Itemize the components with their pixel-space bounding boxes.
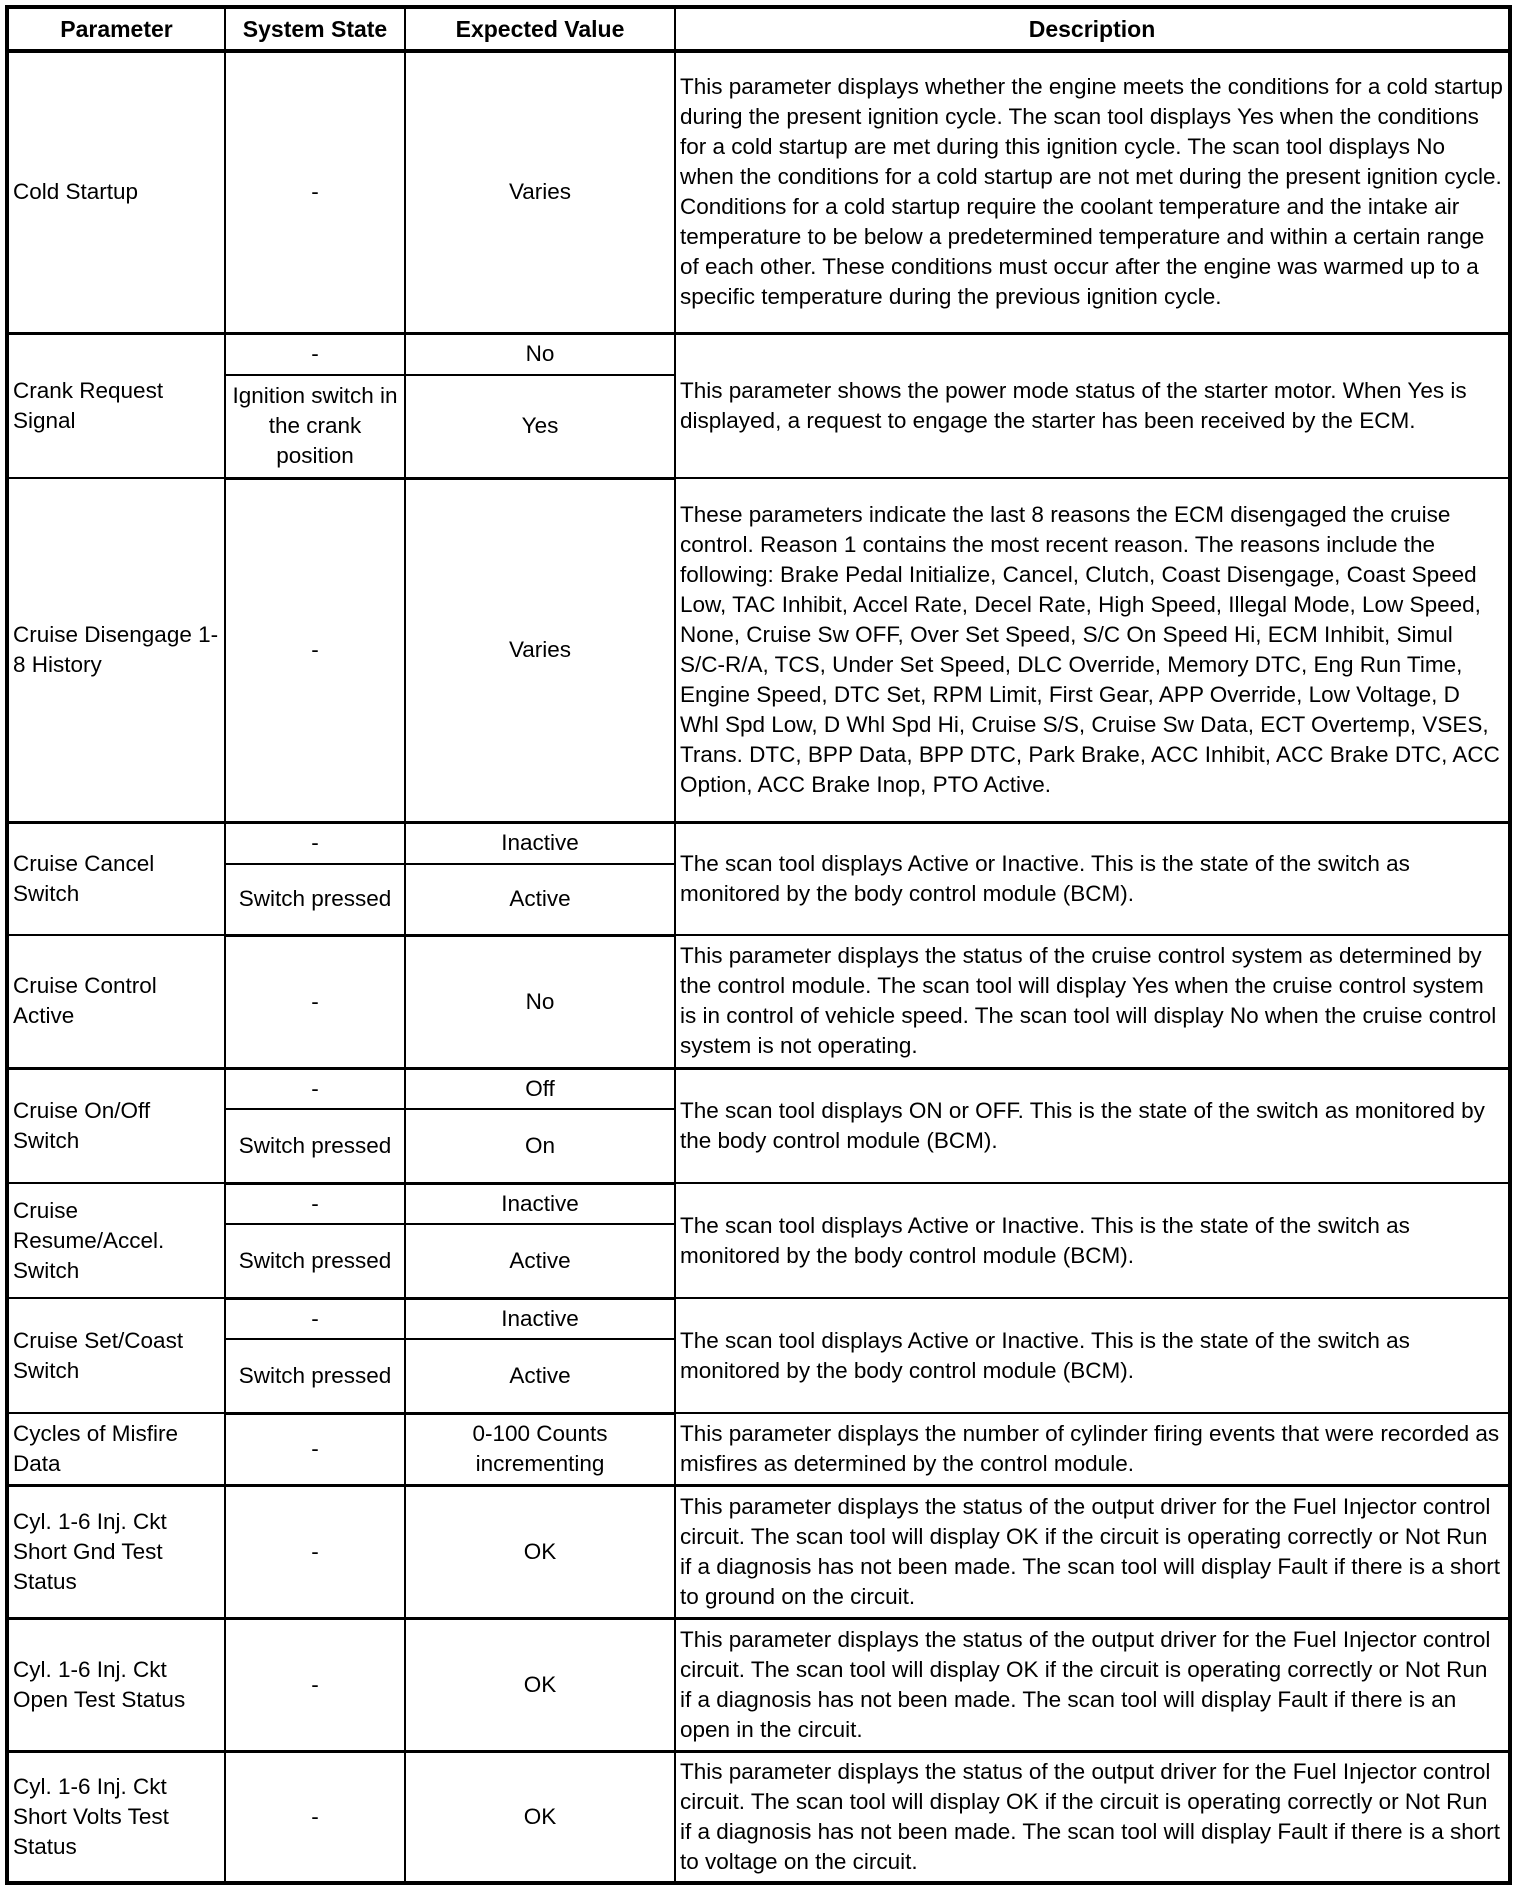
system-state-cell: -	[225, 1068, 405, 1109]
system-state-cell: -	[225, 822, 405, 864]
system-state-cell: Switch pressed	[225, 1339, 405, 1413]
parameter-cell: Cold Startup	[7, 51, 225, 333]
description-cell: This parameter shows the power mode status of the starter motor. When Yes is displayed, a request to engage the starter has been received by the ECM.	[675, 333, 1510, 478]
header-description: Description	[675, 7, 1510, 51]
expected-value-cell: Inactive	[405, 1183, 675, 1224]
system-state-cell: -	[225, 478, 405, 822]
expected-value-cell: Active	[405, 1224, 675, 1298]
table-row	[7, 1298, 1510, 1339]
expected-value-cell: OK	[405, 1751, 675, 1883]
parameter-cell: Cyl. 1-6 Inj. Ckt Short Volts Test Status	[7, 1751, 225, 1883]
table-row	[7, 1485, 1510, 1618]
parameter-cell: Cruise Disengage 1-8 History	[7, 478, 225, 822]
expected-value-cell: Active	[405, 864, 675, 935]
system-state-cell: -	[225, 935, 405, 1068]
description-cell: The scan tool displays Active or Inactive. This is the state of the switch as monitored by the body control module (BCM).	[675, 1298, 1510, 1413]
table-row	[7, 478, 1510, 822]
expected-value-cell: No	[405, 935, 675, 1068]
parameter-cell: Cruise Control Active	[7, 935, 225, 1068]
system-state-cell: -	[225, 51, 405, 333]
expected-value-cell: Inactive	[405, 1298, 675, 1339]
expected-value-cell: Active	[405, 1339, 675, 1413]
table-row	[7, 1068, 1510, 1109]
system-state-cell: -	[225, 1485, 405, 1618]
parameter-cell: Cyl. 1-6 Inj. Ckt Short Gnd Test Status	[7, 1485, 225, 1618]
description-cell: The scan tool displays Active or Inactive. This is the state of the switch as monitored by the body control module (BCM).	[675, 1183, 1510, 1298]
expected-value-cell: Yes	[405, 375, 675, 478]
table-row	[7, 333, 1510, 375]
expected-value-cell: On	[405, 1109, 675, 1183]
description-cell: This parameter displays the status of the output driver for the Fuel Injector control circuit. The scan tool will display OK if the circuit is operating correctly or Not Run if a diagnosis has not been made. The scan tool will display Fault if there is an open in the circuit.	[675, 1618, 1510, 1751]
parameter-cell: Cycles of Misfire Data	[7, 1413, 225, 1485]
system-state-cell: Switch pressed	[225, 1224, 405, 1298]
header-expected-value: Expected Value	[405, 7, 675, 51]
description-cell: This parameter displays the number of cylinder firing events that were recorded as misfires as determined by the control module.	[675, 1413, 1510, 1485]
description-cell: This parameter displays whether the engine meets the conditions for a cold startup during the present ignition cycle. The scan tool displays Yes when the conditions for a cold startup are met during this ignition cycle. The scan tool displays No when the conditions for a cold startup are not met during the present ignition cycle. Conditions for a cold startup require the coolant temperature and the intake air temperature to be below a predetermined temperature and within a certain range of each other. These conditions must occur after the engine was warmed up to a specific temperature during the previous ignition cycle.	[675, 51, 1510, 333]
header-parameter: Parameter	[7, 7, 225, 51]
expected-value-cell: Varies	[405, 478, 675, 822]
parameter-cell: Crank Request Signal	[7, 333, 225, 478]
expected-value-cell: Off	[405, 1068, 675, 1109]
system-state-cell: -	[225, 1298, 405, 1339]
expected-value-cell: Varies	[405, 51, 675, 333]
table-row	[7, 51, 1510, 333]
system-state-cell: -	[225, 333, 405, 375]
description-cell: This parameter displays the status of the output driver for the Fuel Injector control circuit. The scan tool will display OK if the circuit is operating correctly or Not Run if a diagnosis has not been made. The scan tool will display Fault if there is a short to ground on the circuit.	[675, 1485, 1510, 1618]
description-cell: This parameter displays the status of the output driver for the Fuel Injector control circuit. The scan tool will display OK if the circuit is operating correctly or Not Run if a diagnosis has not been made. The scan tool will display Fault if there is a short to voltage on the circuit.	[675, 1751, 1510, 1883]
expected-value-cell: OK	[405, 1485, 675, 1618]
header-row	[7, 7, 1510, 51]
table-row	[7, 822, 1510, 864]
expected-value-cell: No	[405, 333, 675, 375]
description-cell: The scan tool displays Active or Inactive. This is the state of the switch as monitored by the body control module (BCM).	[675, 822, 1510, 935]
table-row	[7, 1751, 1510, 1883]
system-state-cell: -	[225, 1618, 405, 1751]
system-state-cell: -	[225, 1751, 405, 1883]
description-cell: This parameter displays the status of the cruise control system as determined by the control module. The scan tool will display Yes when the cruise control system is in control of vehicle speed. The scan tool will display No when the cruise control system is not operating.	[675, 935, 1510, 1068]
parameter-table	[5, 5, 1512, 1885]
system-state-cell: Switch pressed	[225, 864, 405, 935]
expected-value-cell: Inactive	[405, 822, 675, 864]
parameter-cell: Cruise Cancel Switch	[7, 822, 225, 935]
system-state-cell: Switch pressed	[225, 1109, 405, 1183]
table-row	[7, 1183, 1510, 1224]
table-row	[7, 1618, 1510, 1751]
parameter-cell: Cruise Set/Coast Switch	[7, 1298, 225, 1413]
parameter-cell: Cruise On/Off Switch	[7, 1068, 225, 1183]
system-state-cell: -	[225, 1183, 405, 1224]
expected-value-cell: 0-100 Counts incrementing	[405, 1413, 675, 1485]
table-row	[7, 1413, 1510, 1485]
parameter-cell: Cruise Resume/Accel. Switch	[7, 1183, 225, 1298]
system-state-cell: Ignition switch in the crank position	[225, 375, 405, 478]
header-system-state: System State	[225, 7, 405, 51]
description-cell: The scan tool displays ON or OFF. This is the state of the switch as monitored by the body control module (BCM).	[675, 1068, 1510, 1183]
parameter-cell: Cyl. 1-6 Inj. Ckt Open Test Status	[7, 1618, 225, 1751]
system-state-cell: -	[225, 1413, 405, 1485]
table-row	[7, 935, 1510, 1068]
expected-value-cell: OK	[405, 1618, 675, 1751]
description-cell: These parameters indicate the last 8 reasons the ECM disengaged the cruise control. Reason 1 contains the most recent reason. The reasons include the following: Brake Pedal Initialize, Cancel, Clutch, Coast Disengage, Coast Speed Low, TAC Inhibit, Accel Rate, Decel Rate, High Speed, Illegal Mode, Low Speed, None, Cruise Sw OFF, Over Set Speed, S/C On Speed Hi, ECM Inhibit, Simul S/C-R/A, TCS, Under Set Speed, DLC Override, Memory DTC, Eng Run Time, Engine Speed, DTC Set, RPM Limit, First Gear, APP Override, Low Voltage, D Whl Spd Low, D Whl Spd Hi, Cruise S/S, Cruise Sw Data, ECT Overtemp, VSES, Trans. DTC, BPP Data, BPP DTC, Park Brake, ACC Inhibit, ACC Brake DTC, ACC Option, ACC Brake Inop, PTO Active.	[675, 478, 1510, 822]
